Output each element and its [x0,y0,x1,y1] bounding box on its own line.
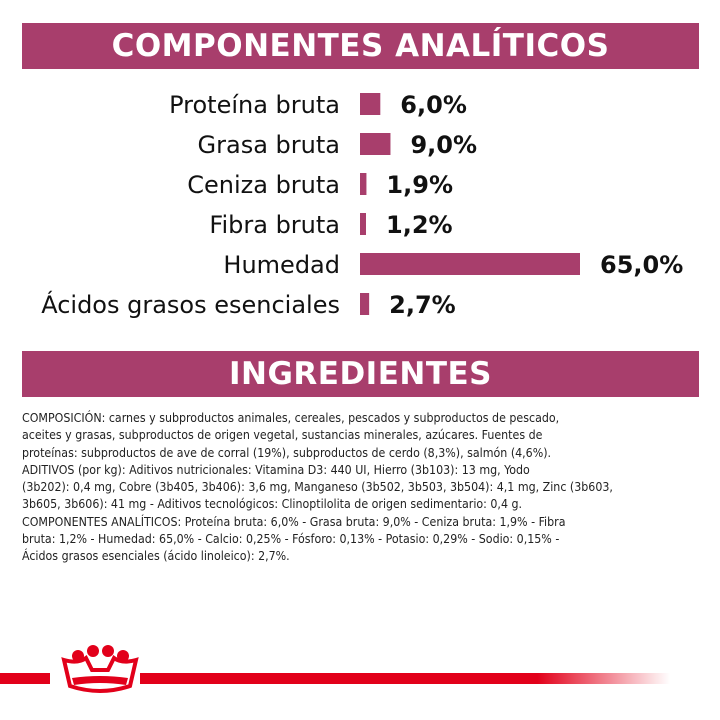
footer-right-line [140,673,670,684]
footer-brand-line [0,630,720,700]
bar [360,293,369,315]
ingredients-text: COMPOSICIÓN: carnes y subproductos animales, cereales, pescados y subproductos de pescado, aceites y grasas, subproductos de origen vegetal, sustancias minerales, azúcares. Fuentes de proteínas: subproductos de ave de corral (19%), subproductos de cerdo (8,3%), salmón (4,6%). ADITIVOS (por kg): Aditivos nutricionales: Vitamina D3: 440 UI, Hierro (3b103): 13 mg, Yodo (3b202): 0,4 mg, Cobre (3b405, 3b406): 3,6 mg, Manganeso (3b502, 3b503, 3b504): 4,1 mg, Zinc (3b603, 3b605, 3b606): 41 mg - Aditivos tecnológicos: Clinoptilolita de origen sedimentario: 0,4 g. COMPONENTES ANALÍTICOS: Proteína bruta: 6,0% - Grasa bruta: 9,0% - Ceniza bruta: 1,9% - Fibra bruta: 1,2% - Humedad: 65,0% - Calcio: 0,25% - Fósforo: 0,13% - Potasio: 0,29% - Sodio: 0,15% - Ácidos grasos esenciales (ácido linoleico): 2,7%. [22,411,613,564]
bar [360,213,366,235]
value-label: 6,0% [400,91,467,119]
value-label: 65,0% [600,251,684,279]
category-label: Humedad [223,251,340,279]
ingredients-title: INGREDIENTES [228,356,492,392]
bar [360,93,380,115]
category-label: Fibra bruta [209,211,340,239]
category-label: Ceniza bruta [187,171,340,199]
value-label: 2,7% [389,291,456,319]
category-label: Proteína bruta [169,91,340,119]
value-label: 1,9% [386,171,453,199]
footer-left-line [0,673,50,684]
analytical-components-banner [22,23,699,69]
analytical-bar-chart [0,80,720,330]
value-label: 9,0% [410,131,478,159]
analytical-components-title: COMPONENTES ANALÍTICOS [111,28,610,64]
crown-icon [64,645,136,691]
bar [360,173,366,195]
bar [360,133,390,155]
category-label: Ácidos grasos esenciales [41,291,340,319]
bar [360,253,580,275]
category-label: Grasa bruta [197,131,340,159]
ingredients-banner [22,351,699,397]
value-label: 1,2% [386,211,453,239]
